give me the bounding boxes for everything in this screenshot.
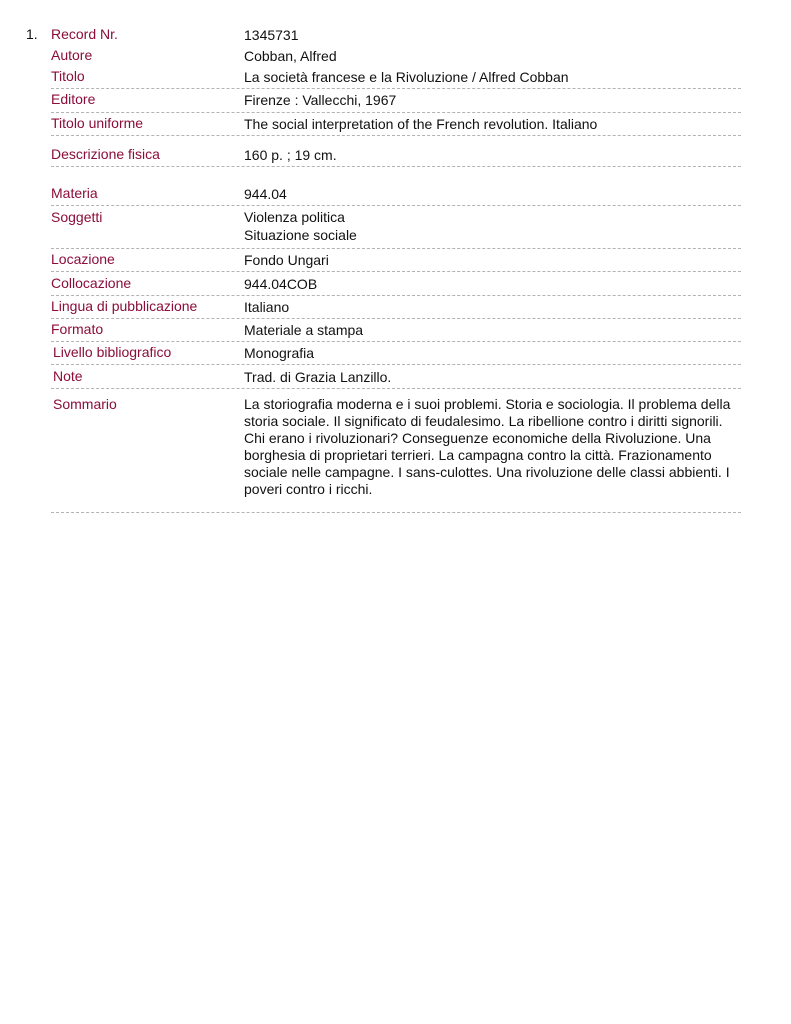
field-value-line: The social interpretation of the French revolution. Italiano	[244, 116, 598, 132]
field-collocazione	[51, 275, 741, 296]
field-record-nr	[51, 26, 741, 46]
field-value-line: Fondo Ungari	[244, 252, 329, 268]
field-value	[244, 185, 741, 204]
field-value	[244, 298, 741, 317]
field-livello-bibliografico	[51, 344, 741, 365]
field-materia	[51, 185, 741, 206]
field-value-line: Materiale a stampa	[244, 322, 364, 338]
field-label: Note	[53, 368, 83, 384]
field-label: Record Nr.	[51, 26, 118, 42]
field-value-line: Firenze : Vallecchi, 1967	[244, 92, 397, 108]
field-value	[244, 321, 741, 340]
field-note	[51, 368, 741, 389]
field-value-line: 160 p. ; 19 cm.	[244, 147, 337, 163]
field-value	[244, 146, 741, 165]
field-value	[244, 68, 741, 87]
field-label: Livello bibliografico	[53, 344, 172, 360]
field-lingua-di-pubblicazione	[51, 298, 741, 319]
field-label: Locazione	[51, 251, 115, 267]
field-value-line: Trad. di Grazia Lanzillo.	[244, 369, 392, 385]
field-label: Titolo	[51, 68, 85, 84]
field-descrizione-fisica	[51, 146, 741, 167]
field-label: Lingua di pubblicazione	[51, 298, 198, 314]
field-value	[244, 47, 741, 66]
field-formato	[51, 321, 741, 342]
field-titolo-uniforme	[51, 115, 741, 136]
field-value	[244, 26, 741, 45]
field-value	[244, 209, 741, 245]
field-sommario	[51, 396, 741, 513]
field-label: Sommario	[53, 396, 117, 412]
field-titolo	[51, 68, 741, 89]
field-value-line: Monografia	[244, 345, 315, 361]
field-soggetti	[51, 209, 741, 249]
field-label: Formato	[51, 321, 104, 337]
field-value	[244, 91, 741, 110]
field-value-line: 944.04	[244, 186, 287, 202]
field-value-line: 1345731	[244, 27, 299, 43]
field-label: Soggetti	[51, 209, 103, 225]
field-label: Collocazione	[51, 275, 132, 291]
field-value	[244, 368, 741, 387]
field-label: Editore	[51, 91, 96, 107]
field-value-line: La società francese e la Rivoluzione / Alfred Cobban	[244, 69, 569, 85]
field-value-line: Situazione sociale	[244, 227, 357, 243]
field-value	[244, 344, 741, 363]
field-value-line: Cobban, Alfred	[244, 48, 337, 64]
field-value-line: Violenza politica	[244, 209, 345, 225]
record-index: 1.	[26, 26, 38, 42]
field-value	[244, 115, 741, 134]
field-locazione	[51, 251, 741, 272]
field-label: Descrizione fisica	[51, 146, 160, 162]
field-value-line: 944.04COB	[244, 276, 318, 292]
field-value	[244, 251, 741, 270]
field-label: Autore	[51, 47, 93, 63]
field-autore	[51, 47, 741, 67]
field-value-line: Italiano	[244, 299, 290, 315]
field-value: La storiografia moderna e i suoi problemi. Storia e sociologia. Il problema della storia sociale. Il significato di feudalesimo. La ribellione contro i diritti signorili. Chi erano i rivoluzionari? Conseguenze economiche della Rivoluzione. Una borghesia di proprietari terrieri. La campagna contro la città. Frazionamento sociale nelle campagne. I sans-culottes. Una rivoluzione delle classi abbienti. I poveri contro i ricchi.	[244, 396, 731, 497]
field-label: Materia	[51, 185, 98, 201]
field-value	[244, 275, 741, 294]
field-label: Titolo uniforme	[51, 115, 144, 131]
field-editore	[51, 91, 741, 113]
